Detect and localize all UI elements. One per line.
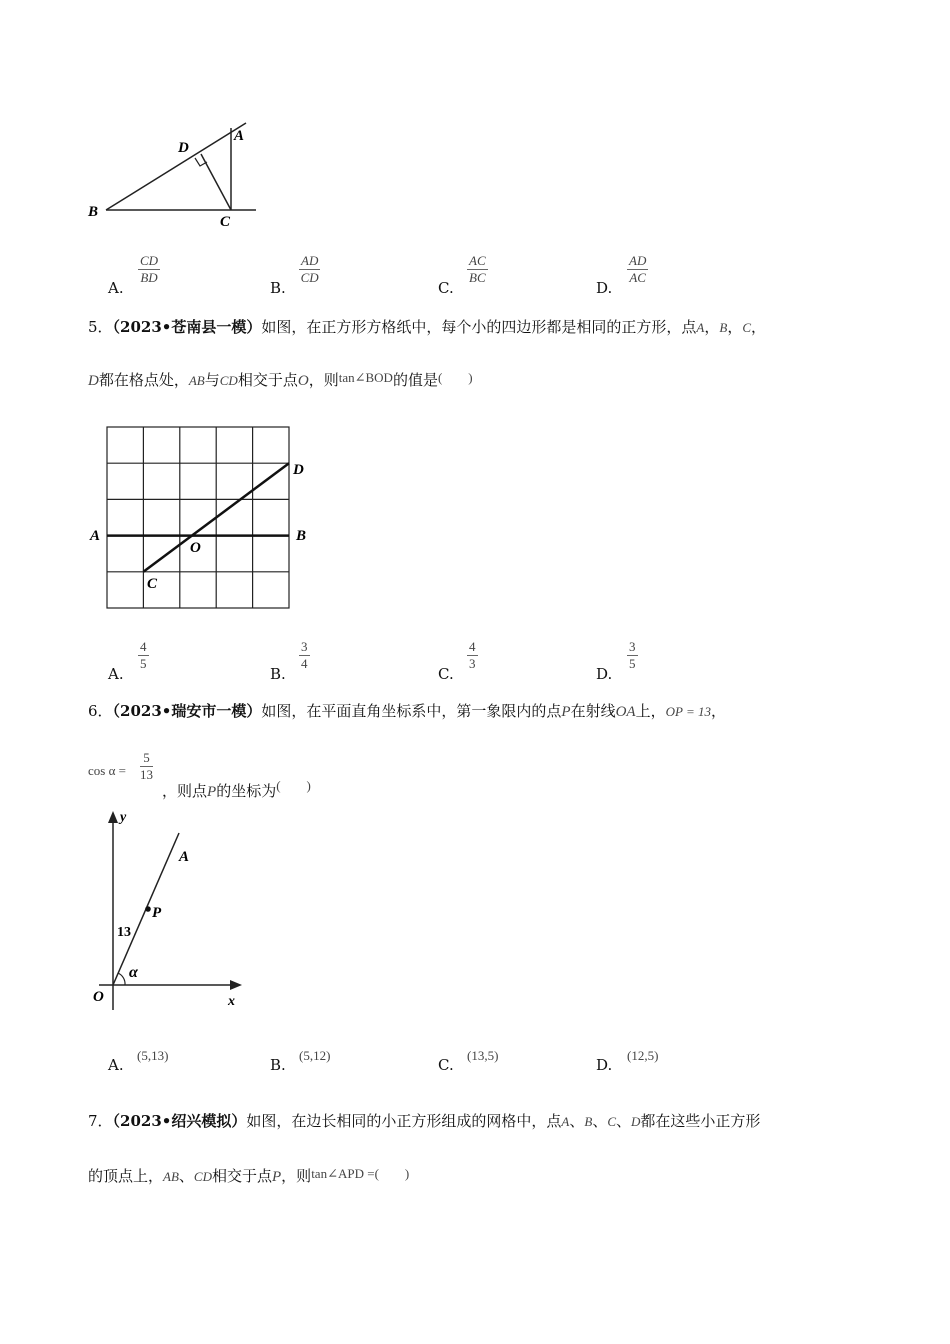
q6-stem-line-2 — [88, 747, 488, 800]
q5-line2-b: 与 — [204, 371, 220, 389]
q7-sep: 、 — [178, 1167, 194, 1185]
q6-line1-c: 上， — [635, 702, 666, 720]
q7-point-c: C — [607, 1114, 617, 1129]
q5-option-d-den: 5 — [629, 656, 636, 671]
q6-coordinate-figure — [84, 805, 264, 1020]
q7-line1-text: 如图，在边长相同的小正方形组成的网格中，点 — [246, 1112, 562, 1130]
q5-option-d-letter[interactable]: D. — [596, 665, 613, 683]
q5-point-c: C — [742, 320, 752, 335]
q5-label-a: A — [90, 528, 101, 544]
q6-answer-paren: ( ) — [276, 778, 311, 793]
q6-line1-b: 在射线 — [570, 702, 616, 720]
q5-point-o: O — [297, 373, 309, 389]
q4-option-c-letter[interactable]: C. — [438, 279, 454, 297]
q4-option-a-den: BD — [140, 270, 158, 285]
q5-line2-a: 都在格点处， — [98, 371, 189, 389]
q6-point-p-2: P — [207, 784, 217, 800]
q6-cos-num: 5 — [140, 750, 153, 767]
q6-option-d-letter[interactable]: D. — [596, 1056, 613, 1074]
q7-line2-b: 相交于点 — [211, 1167, 272, 1185]
q4-option-a-num: CD — [140, 253, 159, 268]
q4-option-d-fraction — [627, 253, 648, 286]
q4-option-d-den: AC — [629, 270, 646, 285]
q6-option-b-value: (5,12) — [299, 1048, 331, 1063]
q5-option-c-fraction — [467, 639, 478, 672]
q6-number: 6． — [88, 702, 113, 720]
q6-option-d-value: (12,5) — [627, 1048, 659, 1063]
q6-line1-text: 如图，在平面直角坐标系中，第一象限内的点 — [261, 702, 562, 720]
q6-label-x: x — [228, 994, 235, 1009]
q6-cos-lhs: cos α = — [88, 763, 126, 778]
q7-sep: 、 — [569, 1112, 585, 1130]
q7-line2-c: ，则 — [281, 1167, 312, 1185]
q4-option-a-fraction — [138, 253, 160, 286]
q7-number: 7． — [88, 1112, 113, 1130]
q6-label-y: y — [120, 810, 127, 825]
q5-point-a: A — [696, 320, 705, 335]
q6-label-a: A — [179, 849, 190, 865]
q4-option-b-fraction — [299, 253, 320, 286]
q5-option-b-fraction — [299, 639, 310, 672]
q5-answer-paren: ( ) — [437, 370, 473, 385]
q5-expression: tan∠BOD — [338, 370, 393, 385]
q6-line2-text — [162, 775, 311, 803]
q4-option-b-den: CD — [300, 270, 319, 285]
q5-source: （2023•苍南县一模） — [112, 318, 262, 336]
q5-option-a-den: 5 — [140, 656, 147, 671]
q4-option-d-letter[interactable]: D. — [596, 279, 613, 297]
q5-segment-cd: CD — [219, 373, 238, 388]
q6-op-equation: OP = 13 — [665, 704, 711, 719]
q7-sep: 、 — [592, 1112, 608, 1130]
q7-point-a: A — [561, 1114, 570, 1129]
q5-option-b-den: 4 — [301, 656, 308, 671]
q6-stem-line-1 — [88, 700, 726, 723]
q4-option-c-den: BC — [469, 270, 486, 285]
q7-stem-line-1 — [88, 1110, 760, 1133]
q6-label-length: 13 — [117, 925, 131, 940]
q5-stem-line-1 — [88, 316, 766, 339]
q4-option-c-num: AC — [469, 253, 486, 268]
q7-line1-b: 都在这些小正方形 — [640, 1112, 761, 1130]
q5-point-d: D — [88, 373, 99, 389]
q4-option-b-letter[interactable]: B. — [270, 279, 286, 297]
q5-label-c: C — [147, 576, 158, 592]
q5-option-c-num: 4 — [469, 639, 476, 654]
q5-option-c-letter[interactable]: C. — [438, 665, 454, 683]
q6-option-a-value: (5,13) — [137, 1048, 169, 1063]
q5-grid-figure — [84, 420, 324, 620]
q5-segment-ab: AB — [188, 373, 205, 388]
q6-point-p-dot — [145, 906, 151, 912]
q5-line1-text: 如图，在正方形方格纸中，每个小的四边形都是相同的正方形，点 — [261, 318, 697, 336]
q4-triangle-figure — [80, 110, 270, 235]
q5-option-a-fraction — [138, 639, 149, 672]
q5-option-d-num: 3 — [629, 639, 636, 654]
q5-option-c-den: 3 — [469, 656, 476, 671]
q4-option-d-num: AD — [629, 253, 647, 268]
q5-comma: ， — [751, 318, 767, 336]
q4-option-b-num: AD — [301, 253, 319, 268]
q5-label-b: B — [296, 528, 307, 544]
q7-line2-a: 的顶点上， — [88, 1167, 164, 1185]
q7-answer-paren: ( ) — [374, 1166, 410, 1181]
q6-cos-fraction — [140, 750, 153, 783]
q5-line2-e: 的值是 — [392, 371, 438, 389]
q4-label-c: C — [220, 214, 231, 230]
q5-label-d: D — [293, 462, 304, 478]
q5-option-b-num: 3 — [301, 639, 308, 654]
q6-option-a-letter[interactable]: A. — [108, 1056, 124, 1074]
q7-stem-line-2 — [88, 1163, 409, 1188]
q6-cos-den: 13 — [140, 767, 153, 782]
q6-ray-oa: OA — [615, 704, 636, 720]
q7-point-p: P — [272, 1169, 282, 1185]
q4-option-c-fraction — [467, 253, 488, 286]
q6-option-c-letter[interactable]: C. — [438, 1056, 454, 1074]
q7-point-b: B — [584, 1114, 593, 1129]
q6-comma: ， — [710, 702, 726, 720]
q6-point-p: P — [561, 704, 571, 720]
q7-sep: 、 — [616, 1112, 632, 1130]
q5-point-b: B — [719, 320, 728, 335]
q5-comma: ， — [704, 318, 720, 336]
q4-option-a-letter[interactable]: A. — [108, 279, 124, 297]
q5-line2-c: 相交于点 — [237, 371, 298, 389]
q4-label-b: B — [88, 204, 99, 220]
q6-option-b-letter[interactable]: B. — [270, 1056, 286, 1074]
q7-segment-ab: AB — [163, 1169, 179, 1184]
q6-label-p: P — [152, 905, 162, 921]
q6-source: （2023•瑞安市一模） — [112, 702, 262, 720]
q7-source: （2023•绍兴模拟） — [112, 1112, 247, 1130]
q6-line2-b: 的坐标为 — [216, 782, 277, 800]
y-axis-arrow-icon — [108, 811, 118, 823]
q4-label-a: A — [234, 128, 245, 144]
q7-expression: tan∠APD = — [311, 1166, 375, 1181]
q5-number: 5． — [88, 318, 113, 336]
q6-option-c-value: (13,5) — [467, 1048, 499, 1063]
q5-option-b-letter[interactable]: B. — [270, 665, 286, 683]
q6-label-alpha: α — [129, 964, 138, 981]
q5-option-a-num: 4 — [140, 639, 147, 654]
q6-line2-a: ，则点 — [162, 782, 208, 800]
q7-point-d: D — [631, 1114, 641, 1129]
q4-label-d: D — [178, 140, 189, 156]
q5-line2-d: ，则 — [308, 371, 339, 389]
q5-comma: ， — [727, 318, 743, 336]
q5-label-o: O — [190, 540, 201, 556]
q5-option-d-fraction — [627, 639, 638, 672]
q5-option-a-letter[interactable]: A. — [108, 665, 124, 683]
x-axis-arrow-icon — [230, 980, 242, 990]
q6-label-o: O — [93, 989, 104, 1005]
q5-stem-line-2 — [88, 367, 473, 392]
q7-segment-cd: CD — [193, 1169, 212, 1184]
